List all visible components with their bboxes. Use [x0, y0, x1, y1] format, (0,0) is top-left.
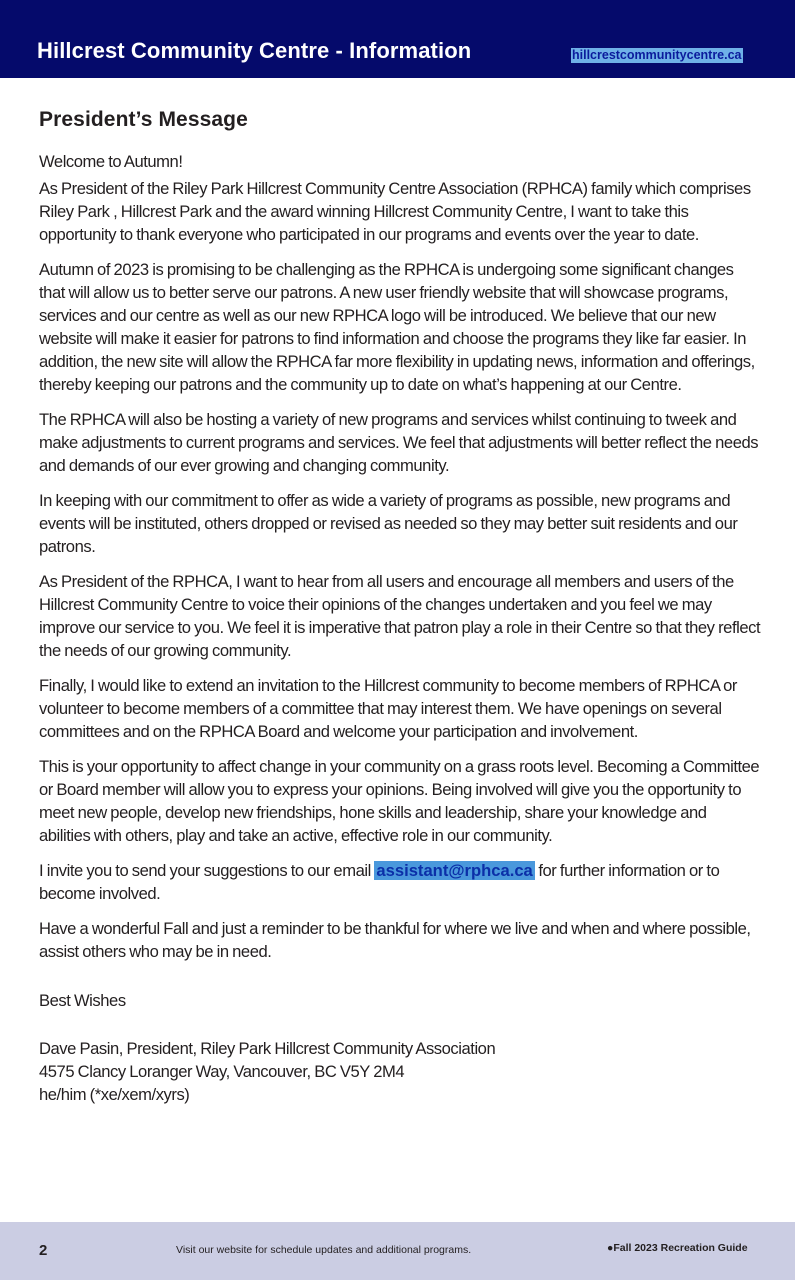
paragraph-commitment: In keeping with our commitment to offer as wide a variety of programs as possible, new programs and events will be instituted, others dropped or revised as needed so they may better suit residents and our patrons. [39, 491, 738, 556]
paragraph-contact [39, 859, 761, 905]
signature-name: Dave Pasin, President, Riley Park Hillcrest Community Association [39, 1039, 496, 1058]
section-heading: President’s Message [39, 108, 248, 131]
page-header [0, 0, 795, 78]
header-title: Hillcrest Community Centre - Information [37, 38, 472, 63]
email-link[interactable]: assistant@rphca.ca [376, 861, 533, 880]
paragraph-opportunity: This is your opportunity to affect change in your community on a grass roots level. Becoming a Committee or Board member will allow you to express your opinions. Being involved will give you the opportunity to meet new people, develop new friendships, hone skills and leadership, share your knowledge and abilities with others, play and take an active, effective role in our community. [39, 757, 760, 845]
main-content [39, 108, 761, 1106]
contact-text-after: for further information or to become involved. [39, 861, 720, 903]
contact-text-before: I invite you to send your suggestions to our email [39, 861, 375, 880]
paragraph-invitation: Finally, I would like to extend an invitation to the Hillcrest community to become members of RPHCA or volunteer to become members of a committee that may interest them. We have openings on several committees and on the RPHCA Board and welcome your participation and involvement. [39, 676, 737, 741]
footer-note: Visit our website for schedule updates and additional programs. [176, 1244, 472, 1256]
signature-address: 4575 Clancy Loranger Way, Vancouver, BC V5Y 2M4 [39, 1062, 405, 1081]
paragraph-intro: As President of the Riley Park Hillcrest Community Centre Association (RPHCA) family which comprises Riley Park , Hillcrest Park and the award winning Hillcrest Community Centre, I want to take this opportunity to thank everyone who participated in our programs and events over the year to date. [39, 179, 751, 244]
sign-off: Best Wishes [39, 991, 126, 1010]
paragraph-feedback: As President of the RPHCA, I want to hear from all users and encourage all members and users of the Hillcrest Community Centre to voice their opinions of the changes undertaken and you feel we may improve our service to you. We feel it is imperative that patron play a role in their Centre so that they reflect the needs of our growing community. [39, 572, 761, 660]
paragraph-closing: Have a wonderful Fall and just a reminder to be thankful for where we live and when and where possible, assist others who may be in need. [39, 919, 751, 961]
website-link[interactable]: hillcrestcommunitycentre.ca [572, 48, 742, 62]
greeting: Welcome to Autumn! [39, 152, 183, 171]
page-footer [0, 1222, 795, 1280]
signature-pronouns: he/him (*xe/xem/xyrs) [39, 1085, 190, 1104]
paragraph-changes: Autumn of 2023 is promising to be challenging as the RPHCA is undergoing some significant changes that will allow us to better serve our patrons. A new user friendly website that will showcase programs, services and our centre as well as our new RPHCA logo will be introduced. We believe that our new website will make it easier for patrons to find information and choose the programs they like far easier. In addition, the new site will allow the RPHCA far more flexibility in updating news, information and offerings, thereby keeping our patrons and the community up to date on what’s happening at our Centre. [39, 260, 755, 394]
page-number: 2 [39, 1242, 48, 1259]
paragraph-programs: The RPHCA will also be hosting a variety of new programs and services whilst continuing to tweek and make adjustments to current programs and services. We feel that adjustments will better reflect the needs and demands of our ever growing and changing community. [39, 410, 759, 475]
guide-label: ●Fall 2023 Recreation Guide [607, 1242, 748, 1254]
